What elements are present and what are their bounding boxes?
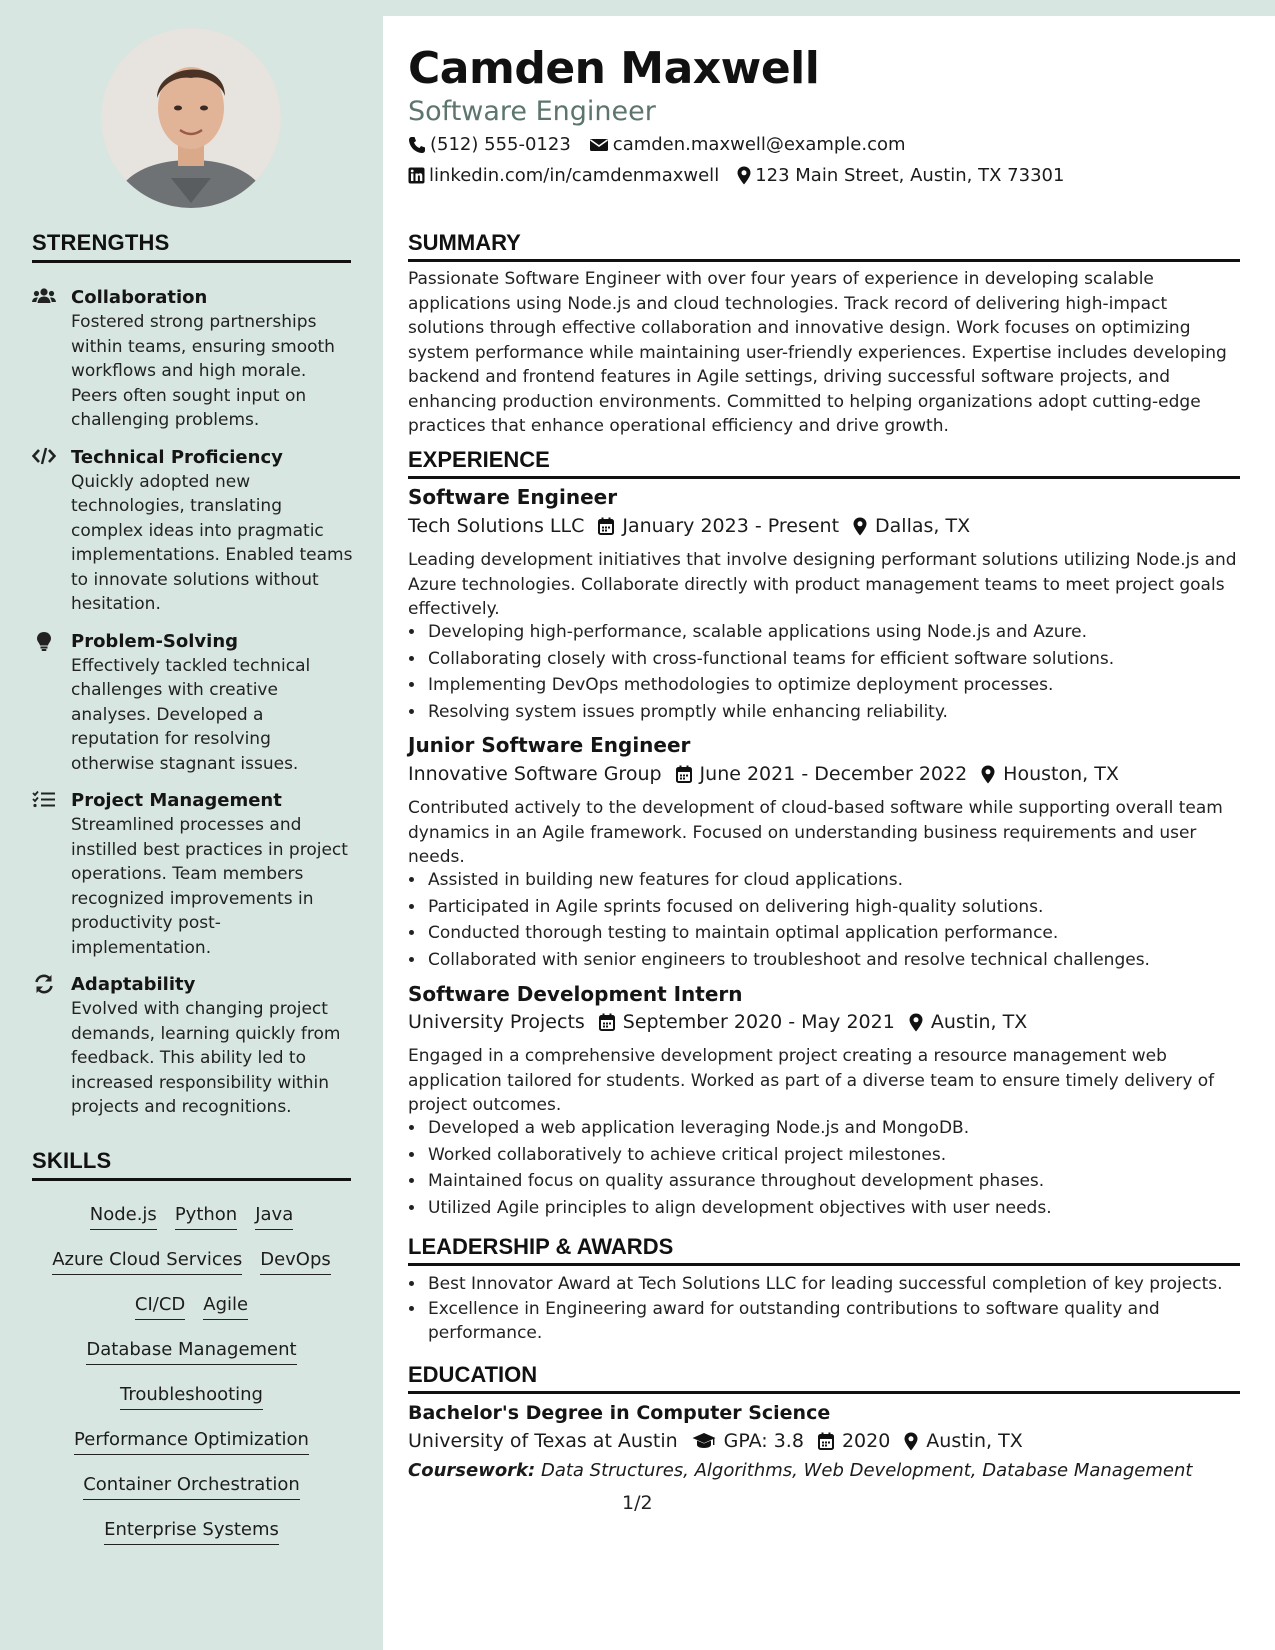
summary-heading: SUMMARY	[408, 230, 1240, 262]
phone-contact[interactable]	[408, 134, 571, 155]
strength-item	[32, 446, 357, 617]
list-item: • Participated in Agile sprints focused on delivering high-quality solutions.	[426, 894, 1258, 921]
job-dates: January 2023 - Present	[622, 515, 840, 537]
education-meta	[408, 1430, 1037, 1452]
candidate-name: Camden Maxwell	[408, 43, 820, 94]
strength-item	[32, 789, 357, 960]
map-pin-icon	[909, 1013, 923, 1032]
job-meta	[408, 1011, 1041, 1033]
job-bullets	[408, 619, 1258, 725]
skill-tag: Python	[175, 1204, 237, 1230]
phone-text: (512) 555-0123	[430, 134, 571, 155]
strength-item	[32, 286, 357, 433]
lightbulb-icon	[32, 631, 58, 651]
skill-tag: Azure Cloud Services	[52, 1249, 242, 1275]
list-item: • Excellence in Engineering award for outstanding contributions to software quality and performance.	[426, 1297, 1258, 1346]
linkedin-contact[interactable]	[408, 165, 719, 186]
list-item: • Collaborated with senior engineers to troubleshoot and resolve technical challenges.	[426, 947, 1258, 974]
address-contact	[737, 165, 1064, 186]
list-item: • Maintained focus on quality assurance throughout development phases.	[426, 1168, 1258, 1195]
skills-row	[32, 1429, 351, 1474]
job-title: Junior Software Engineer	[408, 733, 691, 757]
skill-tag: Database Management	[86, 1339, 296, 1365]
company-name: University Projects	[408, 1011, 585, 1033]
map-pin-icon	[981, 765, 995, 784]
leadership-heading: LEADERSHIP & AWARDS	[408, 1234, 1240, 1266]
skill-tag: Node.js	[90, 1204, 157, 1230]
skills-row	[32, 1249, 351, 1294]
strength-title: Project Management	[71, 790, 282, 811]
code-icon	[32, 447, 58, 467]
skill-tag: Container Orchestration	[83, 1474, 300, 1500]
school-name: University of Texas at Austin	[408, 1430, 678, 1452]
job-location: Dallas, TX	[875, 515, 971, 537]
users-icon	[32, 287, 58, 307]
strength-item	[32, 973, 357, 1120]
calendar-icon	[676, 765, 692, 783]
email-text: camden.maxwell@example.com	[612, 134, 906, 155]
job-bullets	[408, 867, 1258, 973]
education-location: Austin, TX	[926, 1430, 1023, 1452]
experience-heading: EXPERIENCE	[408, 447, 1240, 479]
skills-row	[32, 1474, 351, 1519]
calendar-icon	[598, 517, 614, 535]
list-item: • Worked collaboratively to achieve critical project milestones.	[426, 1142, 1258, 1169]
degree-title: Bachelor's Degree in Computer Science	[408, 1402, 831, 1424]
main-content	[383, 16, 1275, 1650]
job-title: Software Development Intern	[408, 982, 743, 1006]
phone-icon	[408, 136, 426, 154]
list-item: • Assisted in building new features for cloud applications.	[426, 867, 1258, 894]
calendar-icon	[599, 1013, 615, 1031]
strength-desc: Streamlined processes and instilled best practices in project operations. Team members recognized improvements in productivity post-implementation.	[71, 815, 348, 958]
leadership-list	[408, 1272, 1258, 1346]
list-item: • Conducted thorough testing to maintain optimal application performance.	[426, 920, 1258, 947]
contact-row	[408, 134, 924, 155]
list-item: • Implementing DevOps methodologies to optimize deployment processes.	[426, 672, 1258, 699]
skill-tag: CI/CD	[135, 1294, 185, 1320]
skills-row	[32, 1384, 351, 1429]
calendar-icon	[818, 1432, 834, 1450]
skills-row	[32, 1519, 351, 1564]
job-location: Houston, TX	[1003, 763, 1119, 785]
strength-desc: Effectively tackled technical challenges with creative analyses. Developed a reputation for resolving otherwise stagnant issues.	[71, 655, 311, 774]
coursework-label: Coursework:	[408, 1460, 536, 1481]
envelope-icon	[589, 137, 609, 153]
strengths-heading: STRENGTHS	[32, 230, 351, 263]
skills-row	[32, 1294, 351, 1339]
list-item: • Collaborating closely with cross-functional teams for efficient software solutions.	[426, 646, 1258, 673]
education-heading: EDUCATION	[408, 1362, 1240, 1394]
skill-tag: Agile	[203, 1294, 248, 1320]
strengths-list	[32, 286, 357, 1133]
gpa-text: GPA: 3.8	[723, 1430, 804, 1452]
linkedin-text: linkedin.com/in/camdenmaxwell	[429, 165, 720, 186]
linkedin-icon	[408, 167, 425, 184]
graduation-year: 2020	[841, 1430, 891, 1452]
job-description: Leading development initiatives that involve designing performant solutions utilizing Node.js and Azure technologies. Collaborate directly with product management teams to meet project goals effectively.	[408, 550, 1237, 619]
page-number: 1/2	[622, 1492, 653, 1514]
address-text: 123 Main Street, Austin, TX 73301	[755, 165, 1065, 186]
map-pin-icon	[737, 166, 751, 185]
job-description: Engaged in a comprehensive development project creating a resource management web application tailored for students. Worked as part of a diverse team to ensure timely delivery of project outcomes.	[408, 1046, 1215, 1115]
map-pin-icon	[853, 517, 867, 536]
skill-tag: Java	[255, 1204, 293, 1230]
skills-heading: SKILLS	[32, 1148, 351, 1181]
list-item: • Developed a web application leveraging Node.js and MongoDB.	[426, 1115, 1258, 1142]
skills-row	[32, 1339, 351, 1384]
job-dates: September 2020 - May 2021	[622, 1011, 895, 1033]
job-description: Contributed actively to the development of cloud-based software while supporting overall team dynamics in an Agile framework. Focused on understanding business requirements and user needs.	[408, 798, 1223, 867]
company-name: Innovative Software Group	[408, 763, 662, 785]
strength-desc: Evolved with changing project demands, learning quickly from feedback. This ability led to increased responsibility within projects and recognitions.	[71, 999, 341, 1117]
skill-tag: Troubleshooting	[120, 1384, 263, 1410]
company-name: Tech Solutions LLC	[408, 515, 585, 537]
sync-icon	[32, 974, 58, 994]
job-title: Software Engineer	[408, 485, 618, 509]
job-title-header: Software Engineer	[408, 96, 656, 127]
job-bullets	[408, 1115, 1258, 1221]
tasks-icon	[32, 790, 58, 810]
strength-desc: Quickly adopted new technologies, translating complex ideas into pragmatic implementations. Enabled teams to innovate solutions without hesitation.	[71, 471, 353, 614]
map-pin-icon	[904, 1432, 918, 1451]
contact-row	[408, 165, 1082, 186]
coursework-list: Data Structures, Algorithms, Web Development, Database Management	[540, 1460, 1193, 1481]
graduation-cap-icon	[692, 1432, 716, 1450]
skill-tag: Performance Optimization	[74, 1429, 309, 1455]
strength-title: Adaptability	[71, 974, 196, 995]
skills-row	[32, 1204, 351, 1249]
skills-list	[32, 1204, 351, 1564]
summary-text: Passionate Software Engineer with over four years of experience in developing scalable applications using Node.js and cloud technologies. Track record of delivering high-impact solutions through effective collaboration and innovative design. Work focuses on optimizing system performance while maintaining user-friendly experiences. Expertise includes developing backend and frontend features in Agile settings, driving successful software projects, and enhancing production environments. Committed to helping organizations adopt cutting-edge practices that enhance operational efficiency and drive growth.	[408, 269, 1227, 436]
job-location: Austin, TX	[930, 1011, 1028, 1033]
sidebar	[0, 0, 383, 1650]
job-meta	[408, 515, 984, 537]
job-meta	[408, 763, 1133, 785]
job-dates: June 2021 - December 2022	[699, 763, 968, 785]
list-item: • Resolving system issues promptly while enhancing reliability.	[426, 699, 1258, 726]
strength-item	[32, 630, 357, 777]
strength-title: Technical Proficiency	[71, 446, 283, 468]
email-contact[interactable]	[589, 134, 906, 155]
skill-tag: DevOps	[260, 1249, 331, 1275]
profile-photo	[101, 28, 281, 208]
list-item: • Developing high-performance, scalable applications using Node.js and Azure.	[426, 619, 1258, 646]
skill-tag: Enterprise Systems	[104, 1519, 279, 1545]
coursework	[408, 1460, 1192, 1481]
list-item: • Best Innovator Award at Tech Solutions LLC for leading successful completion of key projects.	[426, 1272, 1258, 1297]
strength-title: Problem-Solving	[71, 630, 239, 652]
strength-title: Collaboration	[71, 287, 208, 308]
strength-desc: Fostered strong partnerships within teams, ensuring smooth workflows and high morale. Peers often sought input on challenging problems.	[71, 312, 335, 430]
list-item: • Utilized Agile principles to align development objectives with user needs.	[426, 1195, 1258, 1222]
